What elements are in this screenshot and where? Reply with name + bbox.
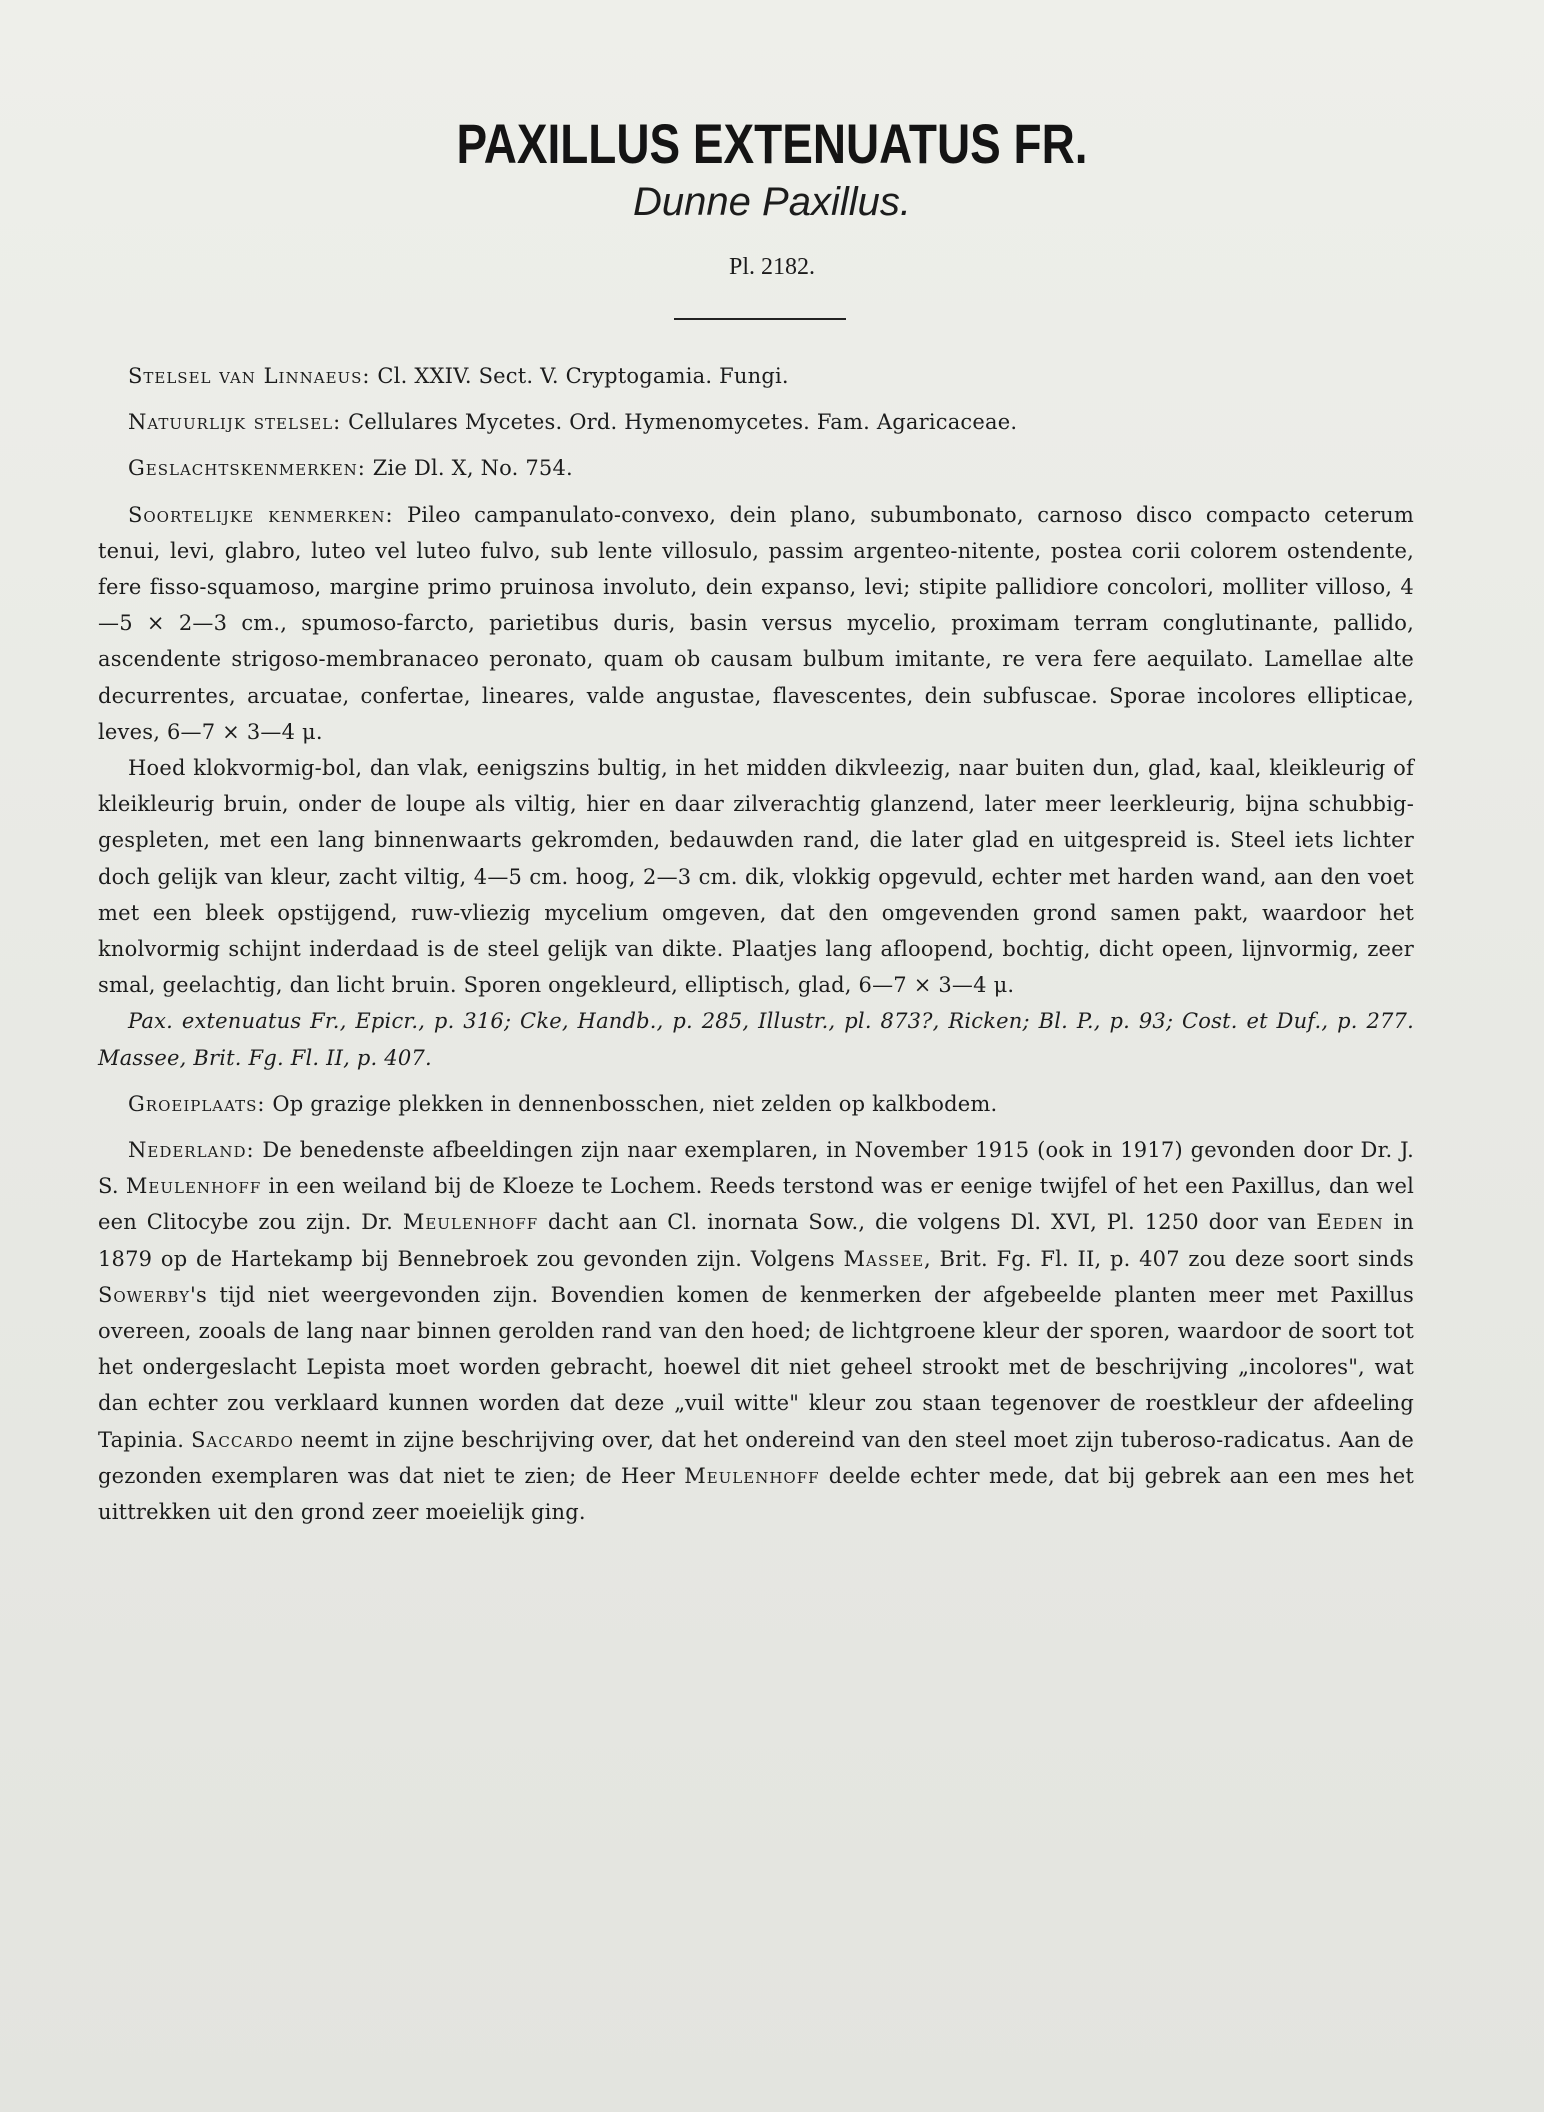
section-label: Stelsel van Linnaeus:: [128, 364, 371, 388]
section-label: Nederland:: [128, 1138, 255, 1163]
section-stelsel-linnaeus: [98, 358, 1414, 394]
section-soortelijke-kenmerken: [98, 497, 1414, 750]
person-name: Meulenhoff: [684, 1463, 820, 1488]
text-segment: in een weiland bij de Kloeze te Lochem. Reeds terstond was er eenige twijfel of het een Paxillus, dan wel een Clitocybe zou zijn. Dr.: [98, 1174, 1414, 1235]
person-name: Meulenhoff: [402, 1210, 539, 1235]
section-groeiplaats: [98, 1086, 1414, 1122]
section-text: Cl. XXIV. Sect. V. Cryptogamia. Fungi.: [370, 364, 789, 388]
person-name: Sowerby: [98, 1282, 191, 1307]
text-segment: 's tijd niet weergevonden zijn. Bovendien komen de kenmerken der afgebeelde planten meer met Paxillus overeen, zooals de lang naar binnen gerolden rand van den hoed; de lichtgroene kleur der sporen, waardoor de soort tot het ondergeslacht Lepista moet worden gebracht, hoewel dit niet geheel strookt met de beschrijving „incolores", wat dan echter zou verklaard kunnen worden dat deze „vuil witte" kleur zou staan tegenover de roestkleur der afdeeling Tapinia.: [98, 1282, 1414, 1452]
text-segment: dacht aan Cl. inornata Sow., die volgens Dl. XVI, Pl. 1250 door van: [538, 1210, 1317, 1235]
section-text: Op grazige plekken in dennenbosschen, niet zelden op kalkbodem.: [265, 1091, 998, 1116]
text-segment: , Brit. Fg. Fl. II, p. 407 zou deze soort sinds: [924, 1246, 1415, 1271]
header: [0, 112, 1544, 282]
person-name: Saccardo: [191, 1427, 294, 1452]
section-label: Soortelijke kenmerken:: [128, 502, 394, 527]
section-label: Groeiplaats:: [128, 1091, 266, 1116]
text-segment: De benedenste afbeeldingen zijn naar exemplaren, in November 1915 (ook in 1917) gevonden door Dr. J. S.: [98, 1138, 1414, 1199]
section-label: Natuurlijk stelsel:: [128, 410, 342, 435]
dutch-description: Hoed klokvormig-bol, dan vlak, eenigszins bultig, in het midden dikvleezig, naar buiten dun, glad, kaal, kleikleurig of kleikleurig bruin, onder de loupe als viltig, hier en daar zilverachtig glanzend, later meer leerkleurig, bijna schubbig-gespleten, met een lang binnenwaarts gekromden, bedauwden rand, die later glad en uitgespreid is. Steel iets lichter doch gelijk van kleur, zacht viltig, 4—5 cm. hoog, 2—3 cm. dik, vlokkig opgevuld, echter met harden wand, aan den voet met een bleek opstijgend, ruw-vliezig mycelium omgeven, dat den omgevenden grond samen pakt, waardoor het knolvormig schijnt inderdaad is de steel gelijk van dikte. Plaatjes lang afloopend, bochtig, dicht opeen, lijnvormig, zeer smal, geelachtig, dan licht bruin. Sporen ongekleurd, elliptisch, glad, 6—7 × 3—4 μ.: [98, 756, 1414, 998]
page-subtitle: Dunne Paxillus.: [633, 180, 911, 224]
section-geslachtskenmerken: [98, 450, 1414, 486]
person-name: Meulenhoff: [125, 1174, 262, 1199]
plate-number: Pl. 2182.: [728, 254, 815, 280]
references: Pax. extenuatus Fr., Epicr., p. 316; Cke, Handb., p. 285, Illustr., pl. 873?, Ricken; Bl. P., p. 93; Cost. et Duf., p. 277. Massee, Brit. Fg. Fl. II, p. 407.: [98, 1009, 1414, 1070]
section-label: Geslachtskenmerken:: [128, 456, 366, 481]
section-natuurlijk-stelsel: [98, 404, 1414, 440]
text-segment: neemt in zijne beschrijving over, dat het ondereind van den steel moet zijn tuberoso-radicatus. Aan de gezonden exemplaren was dat niet te zien; de Heer: [98, 1427, 1414, 1488]
text-segment: deelde echter mede, dat bij gebrek aan een mes het uittrekken uit den grond zeer moeielijk ging.: [98, 1463, 1414, 1525]
person-name: Eeden: [1316, 1210, 1384, 1235]
section-nederland: [98, 1132, 1414, 1530]
document-body: [98, 358, 1414, 1540]
text-segment: in 1879 op de Hartekamp bij Bennebroek zou gevonden zijn. Volgens: [98, 1210, 1414, 1271]
section-text: Cellulares Mycetes. Ord. Hymenomycetes. Fam. Agaricaceae.: [341, 410, 1018, 435]
title-divider: [674, 318, 846, 320]
person-name: Massee: [843, 1246, 925, 1271]
section-text: Pileo campanulato-convexo, dein plano, subumbonato, carnoso disco compacto ceterum tenui, levi, glabro, luteo vel luteo fulvo, sub lente villosulo, passim argenteo-nitente, postea corii colorem ostendente, fere fisso-squamoso, margine primo pruinosa involuto, dein expanso, levi; stipite pallidiore concolori, molliter villoso, 4—5 × 2—3 cm., spumoso-farcto, parietibus duris, basin versus mycelio, proximam terram conglutinante, pallido, ascendente strigoso-membranaceo peronato, quam ob causam bulbum imitante, re vera fere aequilato. Lamellae alte decurrentes, arcuatae, confertae, lineares, valde angustae, flavescentes, dein subfuscae. Sporae incolores ellipticae, leves, 6—7 × 3—4 μ.: [98, 502, 1414, 744]
page-title: PAXILLUS EXTENUATUS FR.: [456, 112, 1088, 175]
section-text: Zie Dl. X, No. 754.: [365, 456, 573, 481]
